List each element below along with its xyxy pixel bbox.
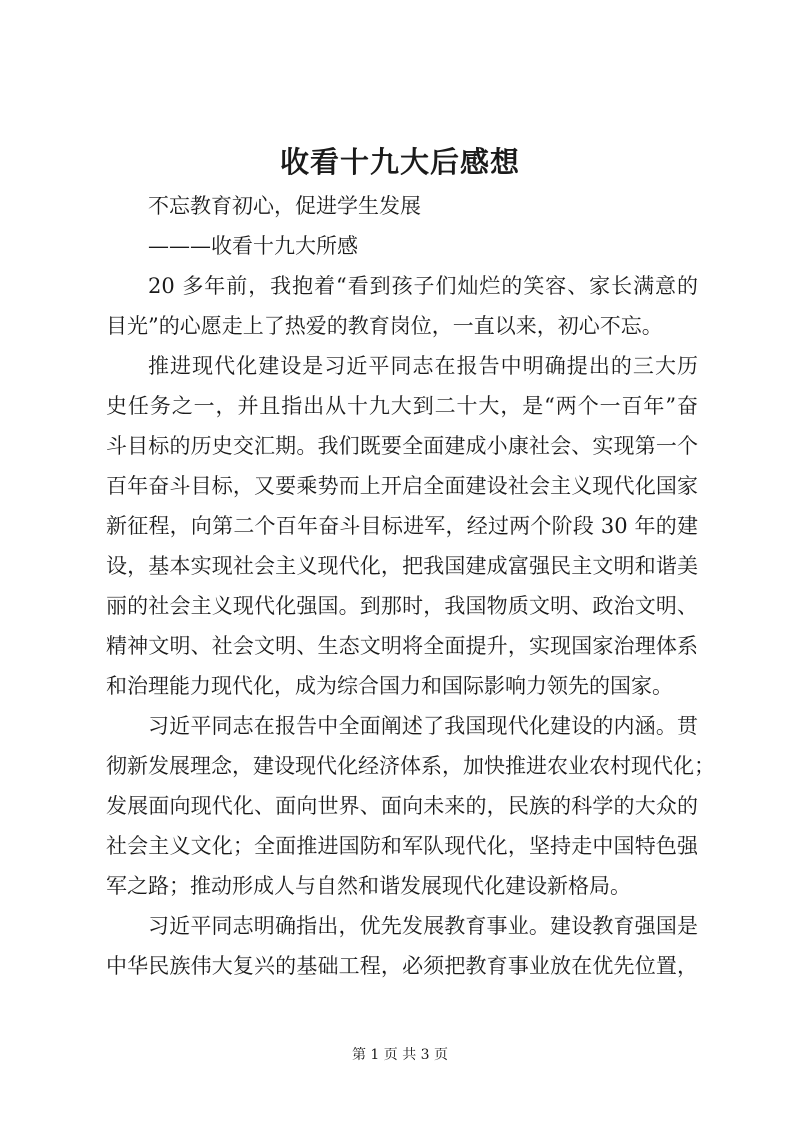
document-byline: ———收看十九大所感 <box>148 234 358 258</box>
paragraph-line: 和治理能力现代化，成为综合国力和国际影响力领先的国家。 <box>106 674 673 698</box>
paragraph-line: 中华民族伟大复兴的基础工程，必须把教育事业放在优先位置， <box>106 954 698 978</box>
paragraph-3 <box>106 706 715 906</box>
paragraph-line: 推进现代化建设是习近平同志在报告中明确提出的三大历 <box>148 354 698 378</box>
paragraph-4 <box>106 906 698 986</box>
paragraph-line: 彻新发展理念，建设现代化经济体系，加快推进农业农村现代化； <box>106 754 715 778</box>
paragraph-line: 新征程，向第二个百年奋斗目标进军，经过两个阶段 30 年的建 <box>106 514 698 538</box>
paragraph-line: 习近平同志在报告中全面阐述了我国现代化建设的内涵。贯 <box>148 714 698 738</box>
paragraph-line: 目光”的心愿走上了热爱的教育岗位，一直以来，初心不忘。 <box>106 314 663 338</box>
paragraph-2 <box>106 346 698 706</box>
paragraph-line: 20 多年前，我抱着“看到孩子们灿烂的笑容、家长满意的 <box>148 274 698 298</box>
document-subtitle: 不忘教育初心，促进学生发展 <box>148 194 421 218</box>
document-body <box>106 186 715 986</box>
paragraph-line: 习近平同志明确指出，优先发展教育事业。建设教育强国是 <box>148 914 698 938</box>
paragraph-line: 军之路；推动形成人与自然和谐发展现代化建设新格局。 <box>106 874 631 898</box>
paragraph-line: 斗目标的历史交汇期。我们既要全面建成小康社会、实现第一个 <box>106 434 698 458</box>
paragraph-line: 发展面向现代化、面向世界、面向未来的，民族的科学的大众的 <box>106 794 698 818</box>
paragraph-line: 百年奋斗目标，又要乘势而上开启全面建设社会主义现代化国家 <box>106 474 698 498</box>
document-title: 收看十九大后感想 <box>279 145 520 179</box>
paragraph-line: 史任务之一，并且指出从十九大到二十大，是“两个一百年”奋 <box>106 394 698 418</box>
page-number: 第 1 页 共 3 页 <box>351 1047 449 1063</box>
paragraph-line: 丽的社会主义现代化强国。到那时，我国物质文明、政治文明、 <box>106 594 698 618</box>
paragraph-1 <box>106 266 698 346</box>
paragraph-line: 精神文明、社会文明、生态文明将全面提升，实现国家治理体系 <box>106 634 698 658</box>
paragraph-line: 设，基本实现社会主义现代化，把我国建成富强民主文明和谐美 <box>106 554 698 578</box>
paragraph-line: 社会主义文化；全面推进国防和军队现代化，坚持走中国特色强 <box>106 834 698 858</box>
